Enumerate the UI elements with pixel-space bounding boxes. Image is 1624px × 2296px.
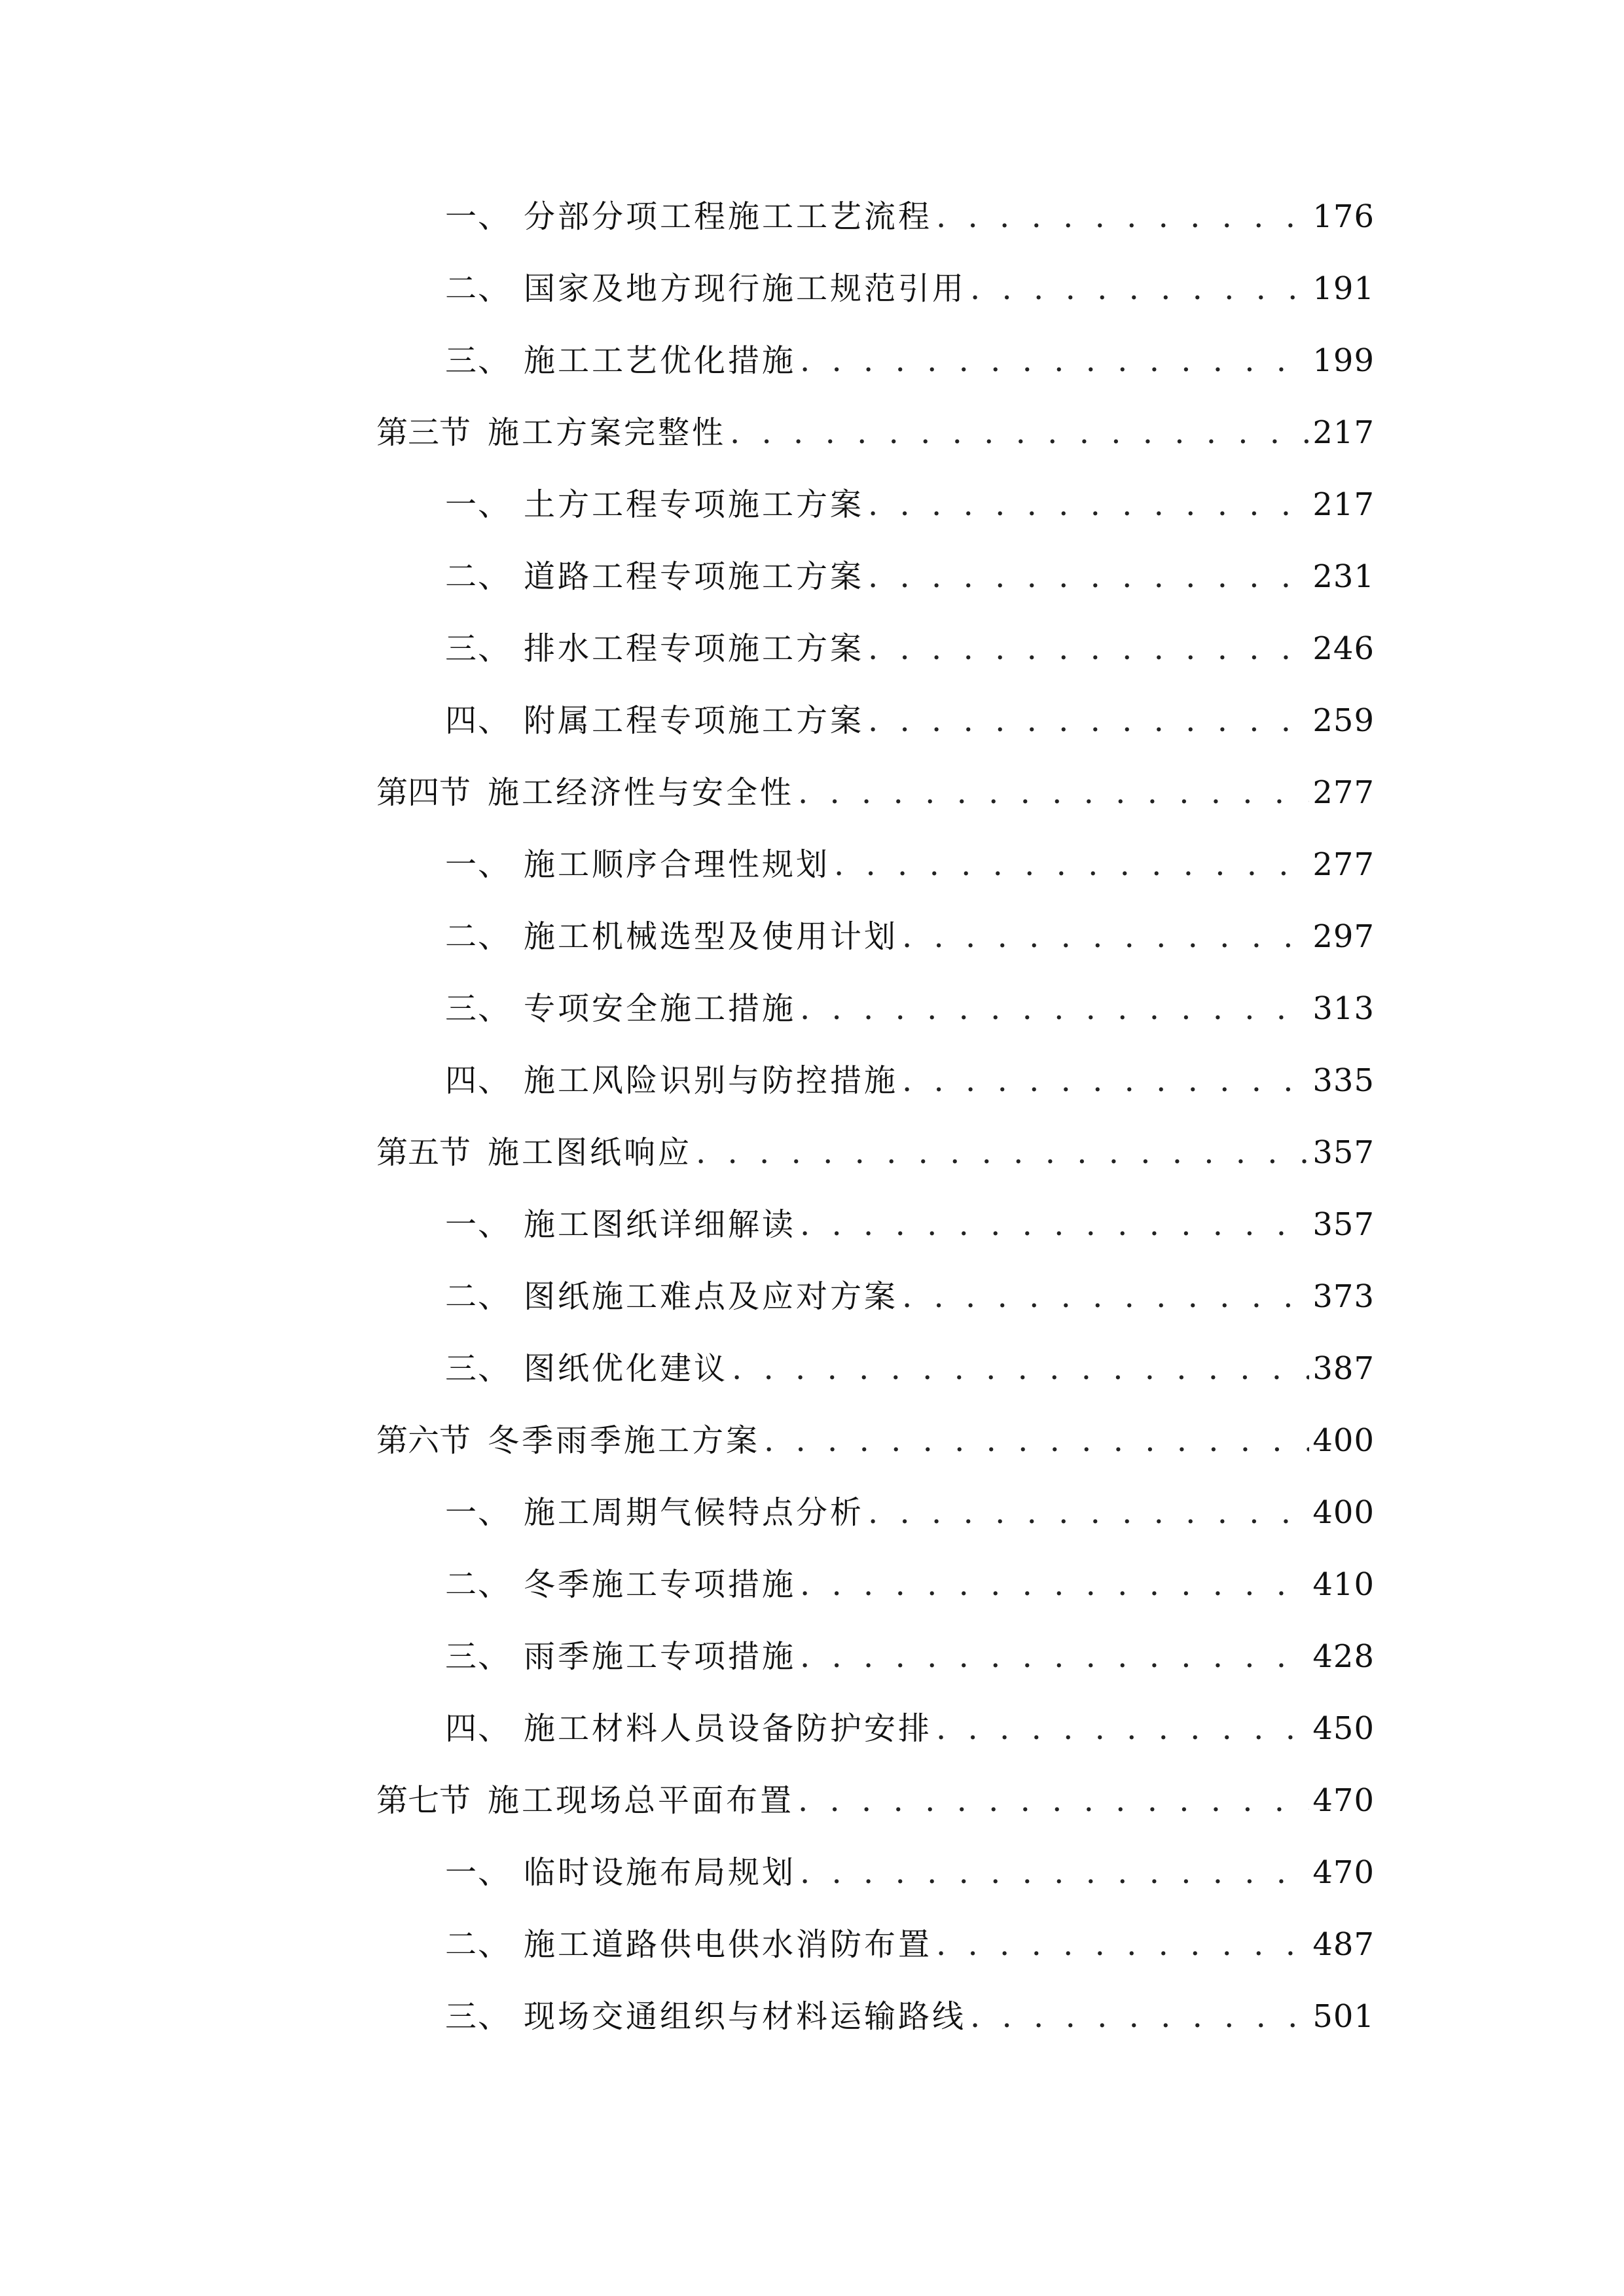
toc-page-number: 297: [1312, 918, 1375, 955]
toc-entry-title: 专项安全施工措施: [524, 990, 797, 1027]
toc-dot-leader: [864, 630, 1309, 668]
toc-entry-number: 第七节: [376, 1782, 471, 1819]
toc-subsection-entry[interactable]: [445, 910, 1375, 956]
toc-dot-leader: [796, 1206, 1309, 1244]
toc-dot-leader: [794, 1782, 1309, 1820]
toc-subsection-entry[interactable]: [445, 334, 1375, 380]
toc-page-number: 176: [1312, 198, 1375, 235]
toc-dot-leader: [864, 702, 1309, 740]
toc-dot-leader: [932, 1710, 1309, 1748]
toc-subsection-entry[interactable]: [445, 1486, 1375, 1532]
toc-page-number: 428: [1312, 1638, 1375, 1675]
toc-entry-number: 一、: [445, 1494, 511, 1531]
toc-subsection-entry[interactable]: [445, 1990, 1375, 2036]
toc-entry-number: 二、: [445, 1566, 511, 1603]
toc-entry-number: 一、: [445, 846, 511, 883]
toc-entry-number: 三、: [445, 1998, 511, 2035]
toc-subsection-entry[interactable]: [445, 190, 1375, 236]
toc-page-number: 410: [1312, 1566, 1375, 1603]
toc-subsection-entry[interactable]: [445, 1342, 1375, 1388]
toc-entry-number: 三、: [445, 1638, 511, 1675]
toc-page-number: 199: [1312, 342, 1375, 379]
toc-entry-number: 三、: [445, 990, 511, 1027]
toc-dot-leader: [932, 198, 1309, 236]
toc-entry-title: 土方工程专项施工方案: [524, 486, 865, 523]
toc-entry-number: 二、: [445, 270, 511, 307]
toc-page-number: 470: [1312, 1854, 1375, 1891]
toc-page-number: 277: [1312, 846, 1375, 883]
toc-subsection-entry[interactable]: [445, 1198, 1375, 1244]
toc-entry-title: 施工机械选型及使用计划: [524, 918, 899, 955]
toc-page-number: 231: [1312, 558, 1375, 595]
toc-dot-leader: [796, 342, 1309, 380]
toc-page-number: 373: [1312, 1278, 1375, 1315]
toc-dot-leader: [932, 1926, 1309, 1964]
toc-dot-leader: [830, 846, 1309, 884]
toc-page-number: 501: [1312, 1998, 1375, 2035]
toc-entry-number: 三、: [445, 1350, 511, 1387]
toc-subsection-entry[interactable]: [445, 1846, 1375, 1892]
toc-entry-number: 一、: [445, 486, 511, 523]
toc-entry-number: 二、: [445, 1926, 511, 1963]
toc-page-number: 246: [1312, 630, 1375, 667]
toc-dot-leader: [796, 990, 1309, 1028]
toc-dot-leader: [796, 1854, 1309, 1892]
toc-entry-title: 施工顺序合理性规划: [524, 846, 831, 883]
toc-dot-leader: [796, 1638, 1309, 1676]
toc-entry-number: 二、: [445, 1278, 511, 1315]
toc-dot-leader: [760, 1422, 1309, 1460]
toc-entry-title: 施工道路供电供水消防布置: [524, 1926, 933, 1963]
toc-entry-title: 冬季雨季施工方案: [488, 1422, 761, 1459]
toc-entry-title: 现场交通组织与材料运输路线: [524, 1998, 967, 2035]
toc-subsection-entry[interactable]: [445, 1270, 1375, 1316]
toc-page-number: 277: [1312, 774, 1375, 811]
toc-subsection-entry[interactable]: [445, 838, 1375, 884]
toc-entry-number: 二、: [445, 558, 511, 595]
toc-entry-number: 四、: [445, 702, 511, 739]
toc-entry-number: 三、: [445, 630, 511, 667]
toc-dot-leader: [726, 414, 1309, 452]
toc-entry-title: 施工图纸详细解读: [524, 1206, 797, 1243]
toc-entry-title: 图纸施工难点及应对方案: [524, 1278, 899, 1315]
toc-subsection-entry[interactable]: [445, 1054, 1375, 1100]
toc-dot-leader: [864, 558, 1309, 596]
toc-subsection-entry[interactable]: [445, 622, 1375, 668]
toc-entry-number: 四、: [445, 1710, 511, 1747]
toc-dot-leader: [966, 1998, 1309, 2036]
toc-entry-title: 附属工程专项施工方案: [524, 702, 865, 739]
toc-entry-title: 国家及地方现行施工规范引用: [524, 270, 967, 307]
toc-page-number: 487: [1312, 1926, 1375, 1963]
toc-entry-title: 图纸优化建议: [524, 1350, 729, 1387]
toc-page-number: 217: [1312, 486, 1375, 523]
toc-entry-title: 排水工程专项施工方案: [524, 630, 865, 667]
toc-page-number: 191: [1312, 270, 1375, 307]
toc-subsection-entry[interactable]: [445, 1702, 1375, 1748]
toc-entry-title: 施工图纸响应: [488, 1134, 693, 1171]
toc-subsection-entry[interactable]: [445, 550, 1375, 596]
toc-subsection-entry[interactable]: [445, 694, 1375, 740]
toc-dot-leader: [796, 1566, 1309, 1604]
toc-dot-leader: [864, 1494, 1309, 1532]
toc-entry-number: 第六节: [376, 1422, 471, 1459]
toc-entry-title: 分部分项工程施工工艺流程: [524, 198, 933, 235]
toc-page-number: 400: [1312, 1422, 1375, 1459]
toc-entry-number: 第五节: [376, 1134, 471, 1171]
toc-entry-title: 施工方案完整性: [488, 414, 727, 451]
toc-entry-title: 施工工艺优化措施: [524, 342, 797, 379]
toc-page-number: 470: [1312, 1782, 1375, 1819]
toc-subsection-entry[interactable]: [445, 478, 1375, 524]
toc-subsection-entry[interactable]: [445, 1630, 1375, 1676]
toc-entry-number: 一、: [445, 1206, 511, 1243]
toc-entry-title: 临时设施布局规划: [524, 1854, 797, 1891]
toc-entry-title: 施工周期气候特点分析: [524, 1494, 865, 1531]
toc-page-number: 335: [1312, 1062, 1375, 1099]
toc-page-number: 387: [1312, 1350, 1375, 1387]
toc-entry-number: 第三节: [376, 414, 471, 451]
toc-entry-number: 一、: [445, 198, 511, 235]
toc-subsection-entry[interactable]: [445, 1558, 1375, 1604]
toc-subsection-entry[interactable]: [445, 982, 1375, 1028]
toc-dot-leader: [864, 486, 1309, 524]
toc-subsection-entry[interactable]: [445, 1918, 1375, 1964]
toc-dot-leader: [692, 1134, 1309, 1172]
toc-entry-number: 二、: [445, 918, 511, 955]
toc-page-number: 357: [1312, 1206, 1375, 1243]
toc-section-entry[interactable]: [376, 406, 1375, 452]
toc-page-number: 400: [1312, 1494, 1375, 1531]
toc-section-entry[interactable]: [376, 1126, 1375, 1172]
toc-section-entry[interactable]: [376, 766, 1375, 812]
toc-entry-title: 道路工程专项施工方案: [524, 558, 865, 595]
toc-dot-leader: [966, 270, 1309, 308]
toc-page-number: 450: [1312, 1710, 1375, 1747]
toc-page-number: 313: [1312, 990, 1375, 1027]
toc-dot-leader: [898, 1278, 1309, 1316]
toc-entry-title: 施工经济性与安全性: [488, 774, 795, 811]
toc-page-number: 217: [1312, 414, 1375, 451]
toc-entry-title: 冬季施工专项措施: [524, 1566, 797, 1603]
toc-subsection-entry[interactable]: [445, 262, 1375, 308]
toc-entry-title: 雨季施工专项措施: [524, 1638, 797, 1675]
toc-dot-leader: [728, 1350, 1309, 1388]
toc-entry-title: 施工风险识别与防控措施: [524, 1062, 899, 1099]
toc-entry-title: 施工现场总平面布置: [488, 1782, 795, 1819]
toc-entry-number: 四、: [445, 1062, 511, 1099]
toc-page-number: 259: [1312, 702, 1375, 739]
toc-entry-number: 第四节: [376, 774, 471, 811]
toc-dot-leader: [898, 1062, 1309, 1100]
toc-dot-leader: [898, 918, 1309, 956]
toc-entry-title: 施工材料人员设备防护安排: [524, 1710, 933, 1747]
toc-section-entry[interactable]: [376, 1414, 1375, 1460]
toc-dot-leader: [794, 774, 1309, 812]
toc-entry-number: 一、: [445, 1854, 511, 1891]
toc-page-number: 357: [1312, 1134, 1375, 1171]
toc-entry-number: 三、: [445, 342, 511, 379]
toc-section-entry[interactable]: [376, 1774, 1375, 1820]
